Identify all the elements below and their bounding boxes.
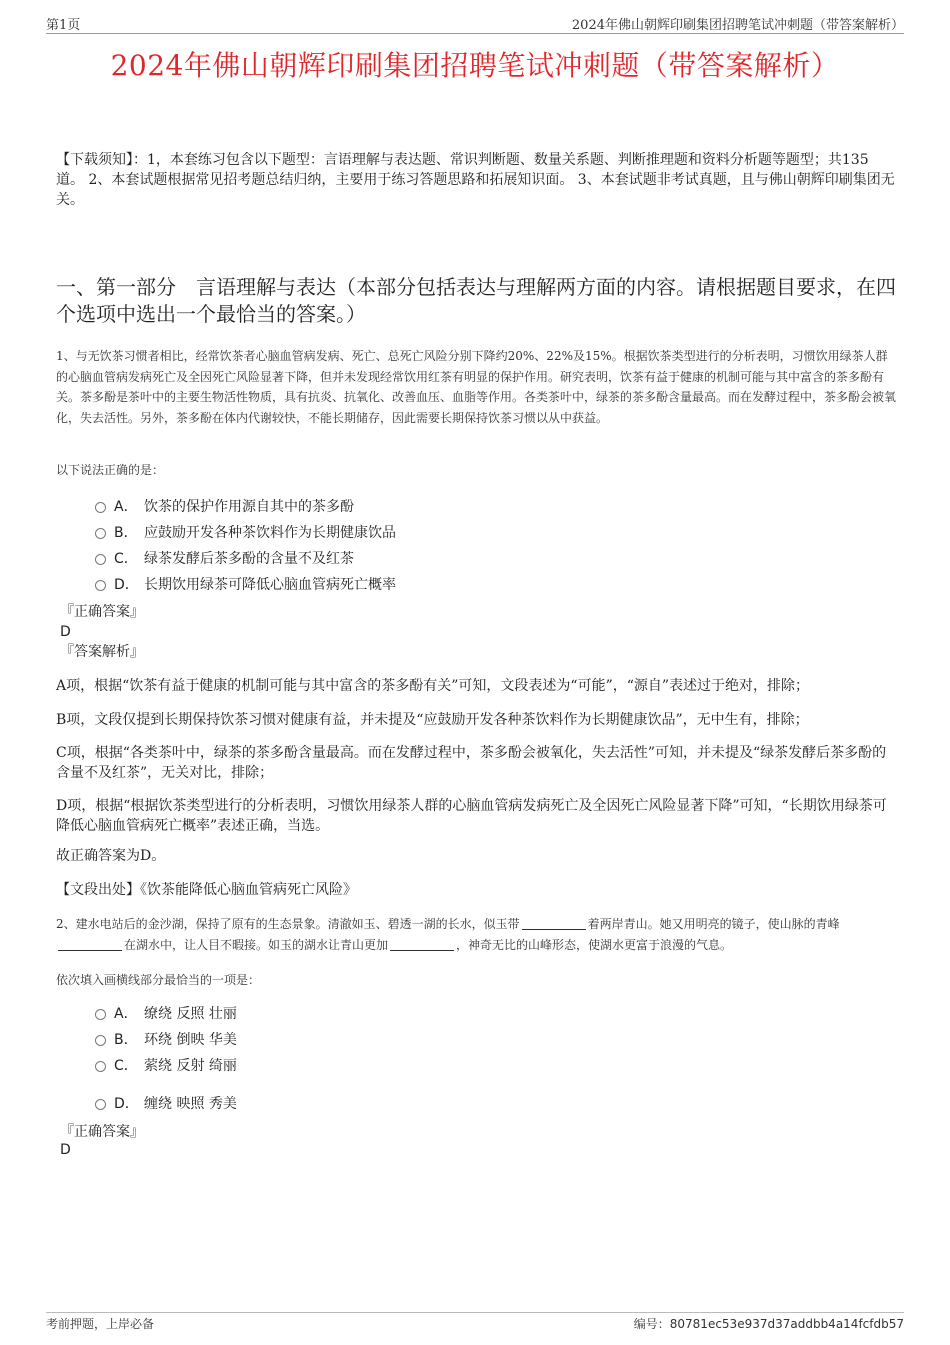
footer-slogan: 考前押题，上岸必备 <box>46 1317 155 1331</box>
header-divider <box>46 33 904 34</box>
header-doc-title: 2024年佛山朝辉印刷集团招聘笔试冲刺题（带答案解析） <box>571 18 904 33</box>
q1-conclusion: 故正确答案为D。 <box>56 848 166 864</box>
radio-icon[interactable] <box>95 502 106 513</box>
q1-option-c[interactable]: C． 绿茶发酵后茶多酚的含量不及红茶 <box>95 549 354 569</box>
q2-option-a[interactable]: A． 缭绕 反照 壮丽 <box>95 1004 237 1024</box>
radio-icon[interactable] <box>95 1009 106 1020</box>
q1-analysis-a: A项，根据“饮茶有益于健康的机制可能与其中富含的茶多酚有关”可知，文段表述为“可能”，“源自”表述过于绝对，排除； <box>56 678 810 694</box>
section-heading: 一、第一部分 言语理解与表达（本部分包括表达与理解两方面的内容。请根据题目要求，在四个选项中选出一个最恰当的答案。） <box>56 275 896 326</box>
q1-option-a[interactable]: A． 饮茶的保护作用源自其中的茶多酚 <box>95 497 354 517</box>
q2-option-d[interactable]: D． 缠绕 映照 秀美 <box>95 1094 237 1114</box>
q2-option-b[interactable]: B． 环绕 倒映 华美 <box>95 1030 237 1050</box>
q2-answer-label: 『正确答案』 <box>60 1124 144 1140</box>
q1-analysis-c: C项，根据“各类茶叶中，绿茶的茶多酚含量最高。而在发酵过程中，茶多酚会被氧化，失去活性”可知，并未提及“绿茶发酵后茶多酚的含量不及红茶”，无关对比，排除； <box>56 745 887 781</box>
radio-icon[interactable] <box>95 1035 106 1046</box>
document-title: 2024年佛山朝辉印刷集团招聘笔试冲刺题（带答案解析） <box>110 49 840 82</box>
question-1-text: 1、与无饮茶习惯者相比，经常饮茶者心脑血管病发病、死亡、总死亡风险分别下降约20%、22%及15%。根据饮茶类型进行的分析表明，习惯饮用绿茶人群的心脑血管病发病死亡及全因死亡风险显著下降，但并未发现经常饮用红茶有明显的保护作用。研究表明，饮茶有益于健康的机制可能与其中富含的茶多酚有关。茶多酚是茶叶中的主要生物活性物质，具有抗炎、抗氧化、改善血压、血脂等作用。各类茶叶中，绿茶的茶多酚含量最高。而在发酵过程中，茶多酚会被氧化，失去活性。另外，茶多酚在体内代谢较快，不能长期储存，因此需要长期保持饮茶习惯以从中获益。 <box>56 349 897 425</box>
page-number: 第1页 <box>46 18 81 33</box>
radio-icon[interactable] <box>95 554 106 565</box>
question-1-prompt: 以下说法正确的是： <box>56 463 165 477</box>
q1-option-d[interactable]: D． 长期饮用绿茶可降低心脑血管病死亡概率 <box>95 575 396 595</box>
download-notice: 【下载须知】：1，本套练习包含以下题型：言语理解与表达题、常识判断题、数量关系题、判断推理题和资料分析题等题型；共135道。 2、本套试题根据常见招考题总结归纳，主要用于练习答题思路和拓展知识面。 3、本套试题非考试真题，且与佛山朝辉印刷集团无关。 <box>56 152 895 208</box>
fill-blank <box>390 938 454 951</box>
radio-icon[interactable] <box>95 1099 106 1110</box>
q1-analysis-b: B项，文段仅提到长期保持饮茶习惯对健康有益，并未提及“应鼓励开发各种茶饮料作为长期健康饮品”，无中生有，排除； <box>56 712 809 728</box>
footer-doc-id: 编号：80781ec53e937d37addbb4a14fcfdb57 <box>633 1317 904 1331</box>
q2-option-c[interactable]: C． 萦绕 反射 绮丽 <box>95 1056 237 1076</box>
fill-blank <box>58 938 122 951</box>
q1-source: 【文段出处】《饮茶能降低心脑血管病死亡风险》 <box>56 882 357 898</box>
radio-icon[interactable] <box>95 1061 106 1072</box>
q1-analysis-d: D项，根据“根据饮茶类型进行的分析表明，习惯饮用绿茶人群的心脑血管病发病死亡及全因死亡风险显著下降”可知，“长期饮用绿茶可降低心脑血管病死亡概率”表述正确，当选。 <box>56 798 887 834</box>
q1-answer-label: 『正确答案』 <box>60 604 144 620</box>
radio-icon[interactable] <box>95 580 106 591</box>
fill-blank <box>522 917 586 930</box>
q1-answer: D <box>60 624 71 640</box>
footer-divider <box>46 1312 904 1313</box>
question-2-text: 2、建水电站后的金沙湖，保持了原有的生态景象。清澈如玉、碧透一湖的长水，似玉带 着两岸青山。她又用明亮的镜子，使山脉的青峰在湖水中，让人目不暇接。如玉的湖水让青山更加 ，神奇无比的山峰形态，使湖水更富于浪漫的气息。 <box>56 917 840 952</box>
radio-icon[interactable] <box>95 528 106 539</box>
question-2-prompt: 依次填入画横线部分最恰当的一项是： <box>56 973 261 987</box>
q1-option-b[interactable]: B． 应鼓励开发各种茶饮料作为长期健康饮品 <box>95 523 396 543</box>
q1-analysis-label: 『答案解析』 <box>60 644 144 660</box>
q2-answer: D <box>60 1142 71 1158</box>
